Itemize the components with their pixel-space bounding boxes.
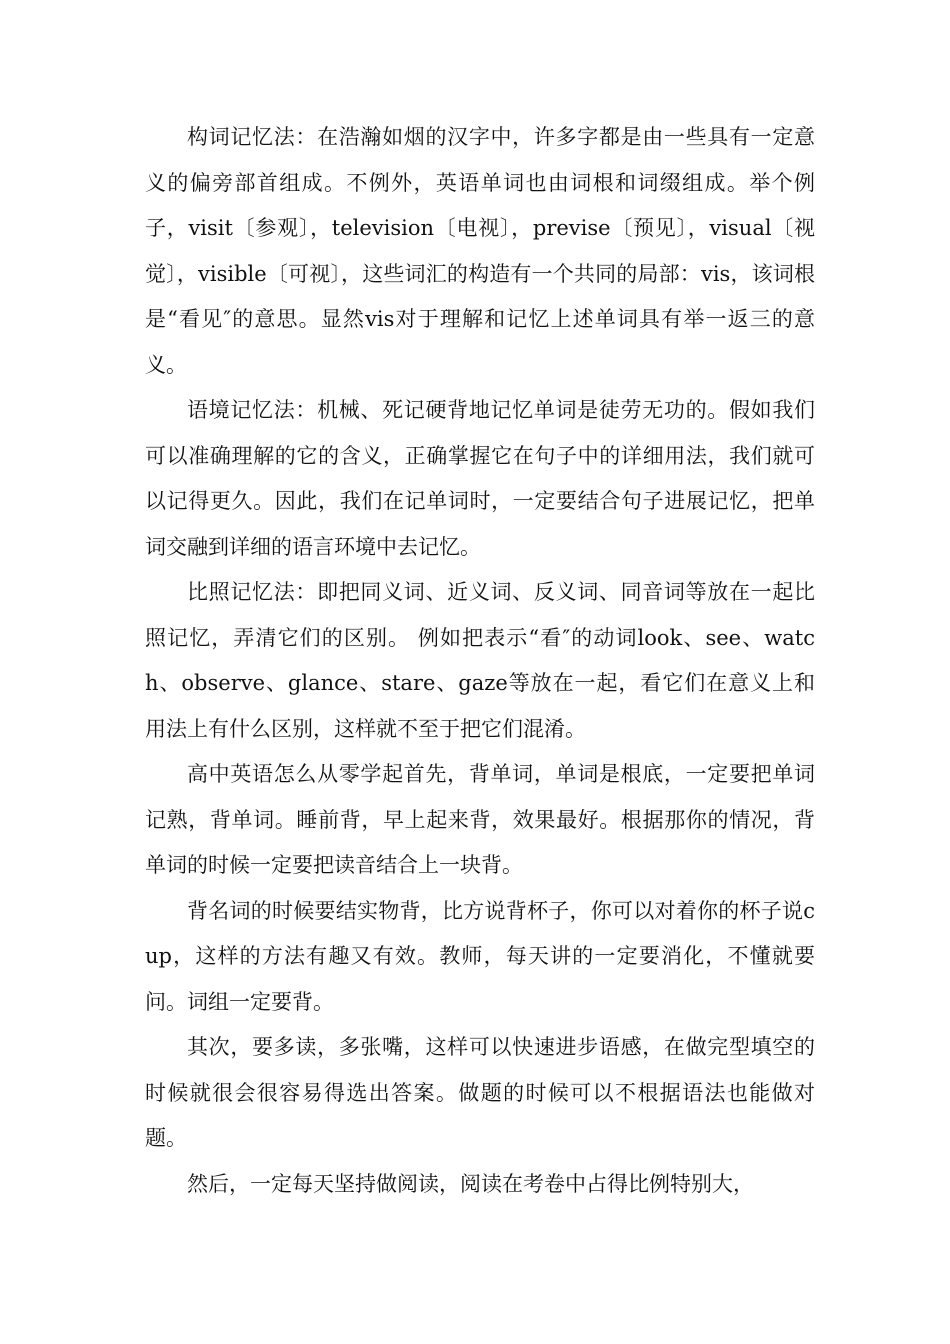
paragraph-nouns-with-objects: 背名词的时候要结实物背，比方说背杯子，你可以对着你的杯子说cup，这样的方法有趣又有效。教师，每天讲的一定要消化，不懂就要问。词组一定要背。 (145, 898, 815, 1014)
paragraph-daily-reading: 然后，一定每天坚持做阅读，阅读在考卷中占得比例特别大， (187, 1171, 754, 1196)
paragraph-learning-from-zero: 高中英语怎么从零学起首先，背单词，单词是根底，一定要把单词记熟，背单词。睡前背，早上起来背，效果最好。根据那你的情况，背单词的时候一定要把读音结合上一块背。 (145, 762, 815, 877)
paragraph-word-formation-method: 构词记忆法：在浩瀚如烟的汉字中，许多字都是由一些具有一定意义的偏旁部首组成。不例外，英语单词也由词根和词缀组成。举个例子，visit〔参观〕，television〔电视〕，previse〔预见〕，visual〔视觉〕，visible〔可视〕，这些词汇的构造有一个共同的局部：vis，该词根是“看见″的意思。显然vis对于理解和记忆上述单词具有举一返三的意义。 (145, 125, 815, 377)
paragraph-read-aloud: 其次，要多读，多张嘴，这样可以快速进步语感，在做完型填空的时候就很会很容易得选出答案。做题的时候可以不根据语法也能做对题。 (145, 1035, 815, 1150)
document-body (145, 115, 815, 1207)
paragraph-context-memory-method: 语境记忆法：机械、死记硬背地记忆单词是徒劳无功的。假如我们可以准确理解的它的含义，正确掌握它在句子中的详细用法，我们就可以记得更久。因此，我们在记单词时，一定要结合句子进展记忆，把单词交融到详细的语言环境中去记忆。 (145, 398, 815, 559)
paragraph-comparison-memory-method: 比照记忆法：即把同义词、近义词、反义词、同音词等放在一起比照记忆，弄清它们的区别。 例如把表示“看″的动词look、see、watch、observe、glance、stare、gaze等放在一起，看它们在意义上和用法上有什么区别，这样就不至于把它们混淆。 (145, 580, 815, 741)
